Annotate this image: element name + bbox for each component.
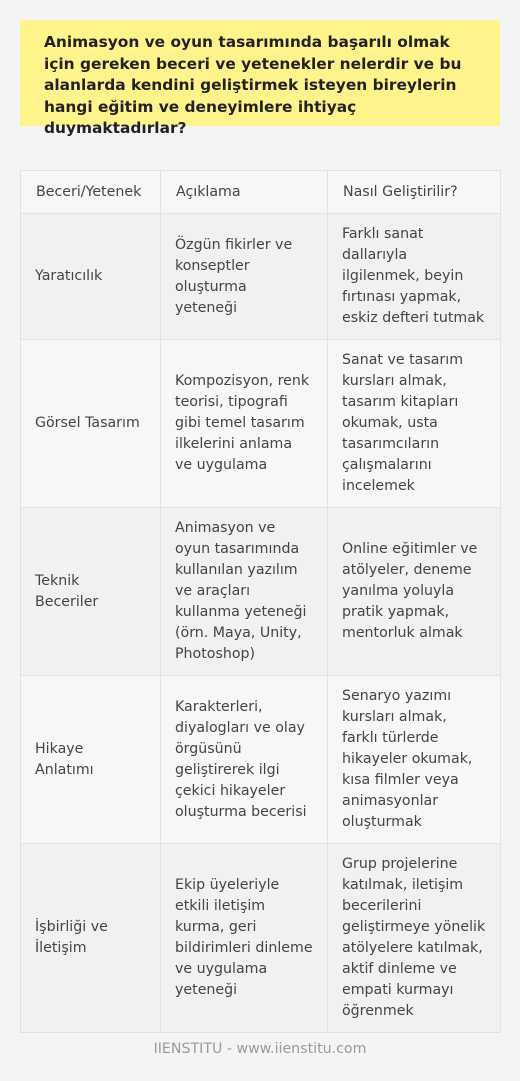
how-to-develop-cell: Farklı sanat dallarıyla ilgilenmek, beyin fırtınası yapmak, eskiz defteri tutmak (328, 214, 501, 340)
how-to-develop-cell: Online eğitimler ve atölyeler, deneme yanılma yoluyla pratik yapmak, mentorluk almak (328, 508, 501, 676)
table-row (21, 844, 501, 1033)
header-description: Açıklama (161, 171, 328, 214)
header-skill: Beceri/Yetenek (21, 171, 161, 214)
description-cell: Ekip üyeleriyle etkili iletişim kurma, geri bildirimleri dinleme ve uygulama yeteneği (161, 844, 328, 1033)
table-row (21, 508, 501, 676)
description-cell: Animasyon ve oyun tasarımında kullanılan yazılım ve araçları kullanma yeteneği (örn. Maya, Unity, Photoshop) (161, 508, 328, 676)
skill-cell: Hikaye Anlatımı (21, 676, 161, 844)
skill-cell: Görsel Tasarım (21, 340, 161, 508)
footer-credit: IIENSTITU - www.iienstitu.com (153, 1041, 367, 1057)
skills-table (20, 170, 501, 1033)
table-header-row (21, 171, 501, 214)
table-row (21, 340, 501, 508)
table-row (21, 676, 501, 844)
page-title: Animasyon ve oyun tasarımında başarılı olmak için gereken beceri ve yetenekler nelerdir ve bu alanlarda kendini geliştirmek isteyen bireylerin hangi eğitim ve deneyimlere ihtiyaç duymaktadırlar? (20, 20, 500, 126)
description-cell: Özgün fikirler ve konseptler oluşturma yeteneği (161, 214, 328, 340)
how-to-develop-cell: Senaryo yazımı kursları almak, farklı türlerde hikayeler okumak, kısa filmler veya animasyonlar oluşturmak (328, 676, 501, 844)
header-how-to-develop: Nasıl Geliştirilir? (328, 171, 501, 214)
how-to-develop-cell: Grup projelerine katılmak, iletişim becerilerini geliştirmeye yönelik atölyelere katılmak, aktif dinleme ve empati kurmayı öğrenmek (328, 844, 501, 1033)
skill-cell: İşbirliği ve İletişim (21, 844, 161, 1033)
description-cell: Karakterleri, diyalogları ve olay örgüsünü geliştirerek ilgi çekici hikayeler oluşturma becerisi (161, 676, 328, 844)
skill-cell: Yaratıcılık (21, 214, 161, 340)
skill-cell: Teknik Beceriler (21, 508, 161, 676)
how-to-develop-cell: Sanat ve tasarım kursları almak, tasarım kitapları okumak, usta tasarımcıların çalışmalarını incelemek (328, 340, 501, 508)
description-cell: Kompozisyon, renk teorisi, tipografi gibi temel tasarım ilkelerini anlama ve uygulama (161, 340, 328, 508)
table-row (21, 214, 501, 340)
